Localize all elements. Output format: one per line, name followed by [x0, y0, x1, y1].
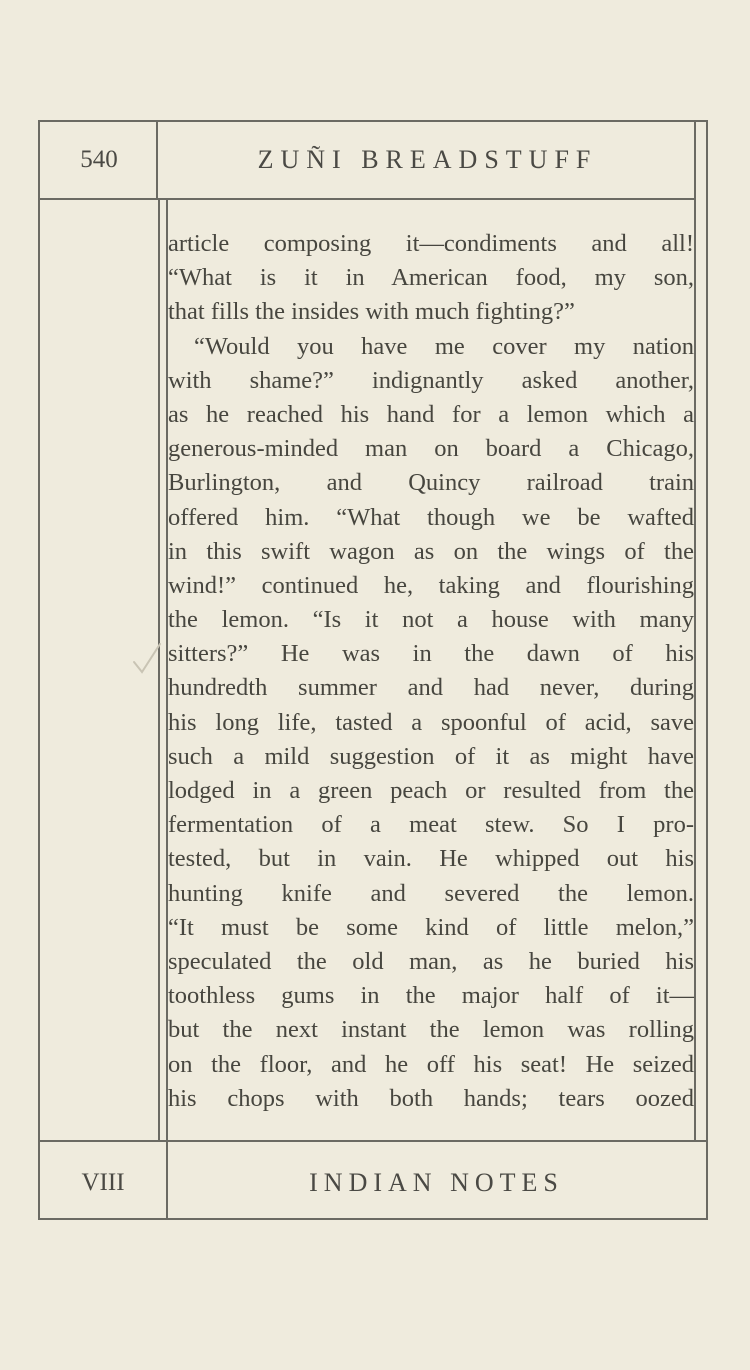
pencil-check-mark	[130, 640, 164, 676]
text-line: “Would you have me cover my nation	[194, 332, 694, 360]
text-line: with shame?” indignantly asked another,	[168, 366, 694, 394]
text-line: fermentation of a meat stew. So I pro-	[168, 811, 694, 839]
text-line: the lemon. “Is it not a house with many	[168, 606, 694, 634]
text-line: Burlington, and Quincy railroad train	[168, 469, 694, 497]
volume-number: VIII	[81, 1169, 125, 1196]
header-rule	[40, 198, 696, 200]
text-line: tested, but in vain. He whipped out his	[168, 845, 694, 873]
page-number: 540	[80, 146, 118, 173]
text-line: generous-minded man on board a Chicago,	[168, 435, 694, 463]
series-title: INDIAN NOTES	[309, 1168, 564, 1197]
text-line: “What is it in American food, my son,	[168, 264, 694, 292]
text-line: hunting knife and severed the lemon.	[168, 879, 694, 907]
text-line: as he reached his hand for a lemon which a	[168, 400, 694, 428]
text-line: toothless gums in the major half of it—	[168, 982, 694, 1010]
text-line: such a mild suggestion of it as might have	[168, 742, 694, 770]
text-line: offered him. “What though we be wafted	[168, 503, 694, 531]
running-title: ZUÑI BREADSTUFF	[257, 145, 598, 174]
text-line: but the next instant the lemon was rolling	[168, 1016, 694, 1044]
text-line: wind!” continued he, taking and flourishing	[168, 571, 694, 599]
text-line: article composing it—condiments and all!	[168, 230, 694, 257]
text-line: hundredth summer and had never, during	[168, 674, 694, 702]
text-line: that fills the insides with much fighting?”	[168, 298, 575, 326]
text-line: in this swift wagon as on the wings of the	[168, 537, 694, 565]
text-line: his long life, tasted a spoonful of acid, save	[168, 708, 694, 736]
right-border-inner	[694, 120, 696, 1142]
text-line: speculated the old man, as he buried his	[168, 947, 694, 975]
text-line: lodged in a green peach or resulted from the	[168, 777, 694, 804]
footer-rule	[40, 1140, 706, 1142]
text-line: “It must be some kind of little melon,”	[168, 913, 694, 941]
text-line: sitters?” He was in the dawn of his	[168, 640, 694, 668]
body-text	[168, 227, 694, 1116]
text-line: on the floor, and he off his seat! He seized	[168, 1050, 694, 1078]
text-line: his chops with both hands; tears oozed	[168, 1084, 694, 1112]
